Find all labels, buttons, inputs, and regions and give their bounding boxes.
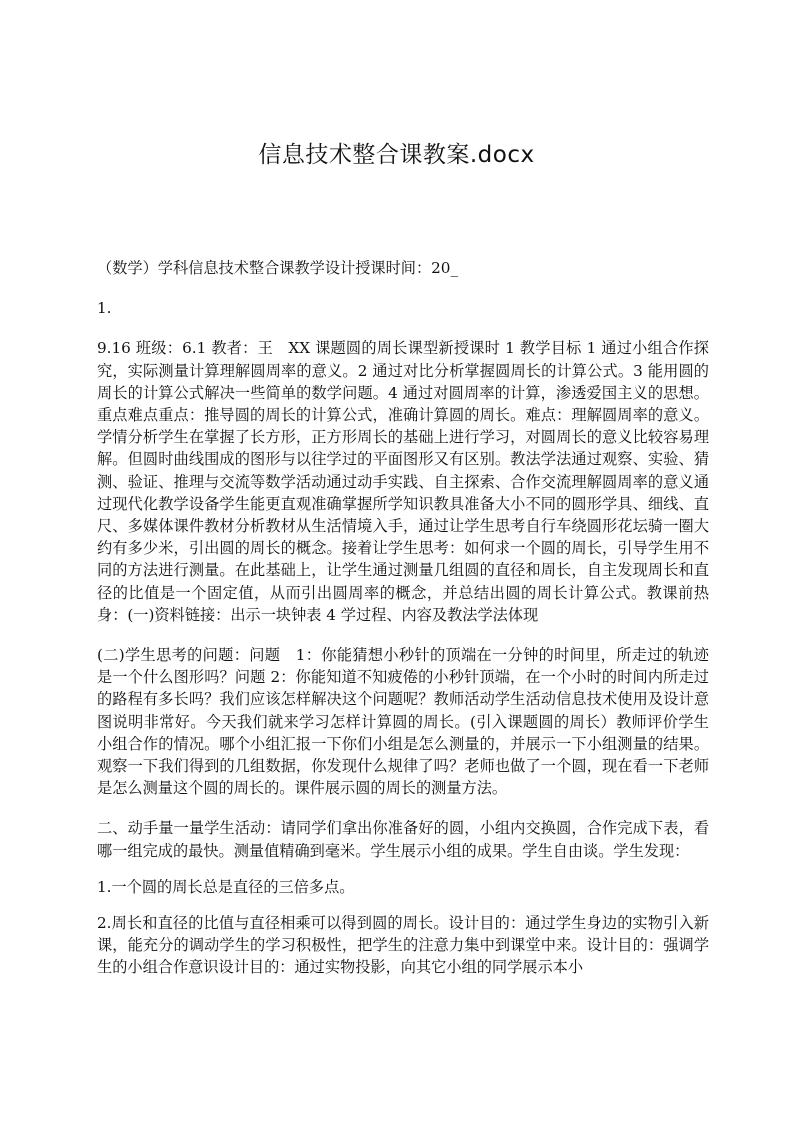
document-title: 信息技术整合课教案.docx (258, 142, 535, 168)
document-body (97, 257, 709, 997)
paragraph-finding-2: 2.周长和直径的比值与直径相乘可以得到圆的周长。设计目的：通过学生身边的实物引入新课，能充分的调动学生的学习积极性，把学生的注意力集中到课堂中来。设计目的：强调学生的小组合作意识设计目的：通过实物投影，向其它小组的同学展示本小 (97, 914, 709, 977)
paragraph-student-questions: (二)学生思考的问题：问题 1：你能猜想小秒针的顶端在一分钟的时间里，所走过的轨迹是一个什么图形吗？问题 2：你能知道不知疲倦的小秒针顶端，在一个小时的时间内所走过的路程有多长吗？我们应该怎样解决这个问题呢？教师活动学生活动信息技术使用及设计意图说明非常好。今天我们就来学习怎样计算圆的周长。(引入课题圆的周长）教师评价学生小组合作的情况。哪个小组汇报一下你们小组是怎么测量的，并展示一下小组测量的结果。观察一下我们得到的几组数据，你发现什么规律了吗？老师也做了一个圆，现在看一下老师是怎么测量这个圆的周长的。课件展示圆的周长的测量方法。 (97, 646, 709, 798)
paragraph-hands-on-measure: 二、动手量一量学生活动：请同学们拿出你准备好的圆，小组内交换圆，合作完成下表，看哪一组完成的最快。测量值精确到毫米。学生展示小组的成果。学生自由谈。学生发现： (97, 819, 709, 860)
paragraph-header: （数学）学科信息技术整合课教学设计授课时间：20_ (97, 259, 459, 277)
paragraph-finding-1: 1.一个圆的周长总是直径的三倍多点。 (97, 877, 355, 896)
paragraph-lesson-design: 9.16 班级：6.1 教者：王 XX 课题圆的周长课型新授课时 1 教学目标 1 通过小组合作探究，实际测量计算理解圆周率的意义。2 通过对比分析掌握圆周长的计算公式。3 能用圆的周长的计算公式解决一些简单的数学问题。4 通过对圆周率的计算，渗透爱国主义的思想。重点难点重点：推导圆的周长的计算公式，准确计算圆的周长。难点：理解圆周率的意义。学情分析学生在掌握了长方形，正方形周长的基础上进行学习，对圆周长的意义比较容易理解。但圆时曲线围成的图形与以往学过的平面图形又有区别。教法学法通过观察、实验、猜测、验证、推理与交流等数学活动通过动手实践、自主探索、合作交流理解圆周率的意义通过现代化教学设备学生能更直观准确掌握所学知识教具准备大小不同的圆形学具、细线、直尺、多媒体课件教材分析教材从生活情境入手，通过让学生思考自行车绕圆形花坛骑一圈大约有多少米，引出圆的周长的概念。接着让学生思考：如何求一个圆的周长，引导学生用不同的方法进行测量。在此基础上，让学生通过测量几组圆的直径和周长，自主发现周长和直径的比值是一个固定值，从而引出圆周率的概念，并总结出圆的周长计算公式。教课前热身：(一)资料链接：出示一块钟表 4 学过程、内容及教法学法体现 (97, 339, 709, 624)
paragraph-number: 1. (97, 299, 112, 318)
